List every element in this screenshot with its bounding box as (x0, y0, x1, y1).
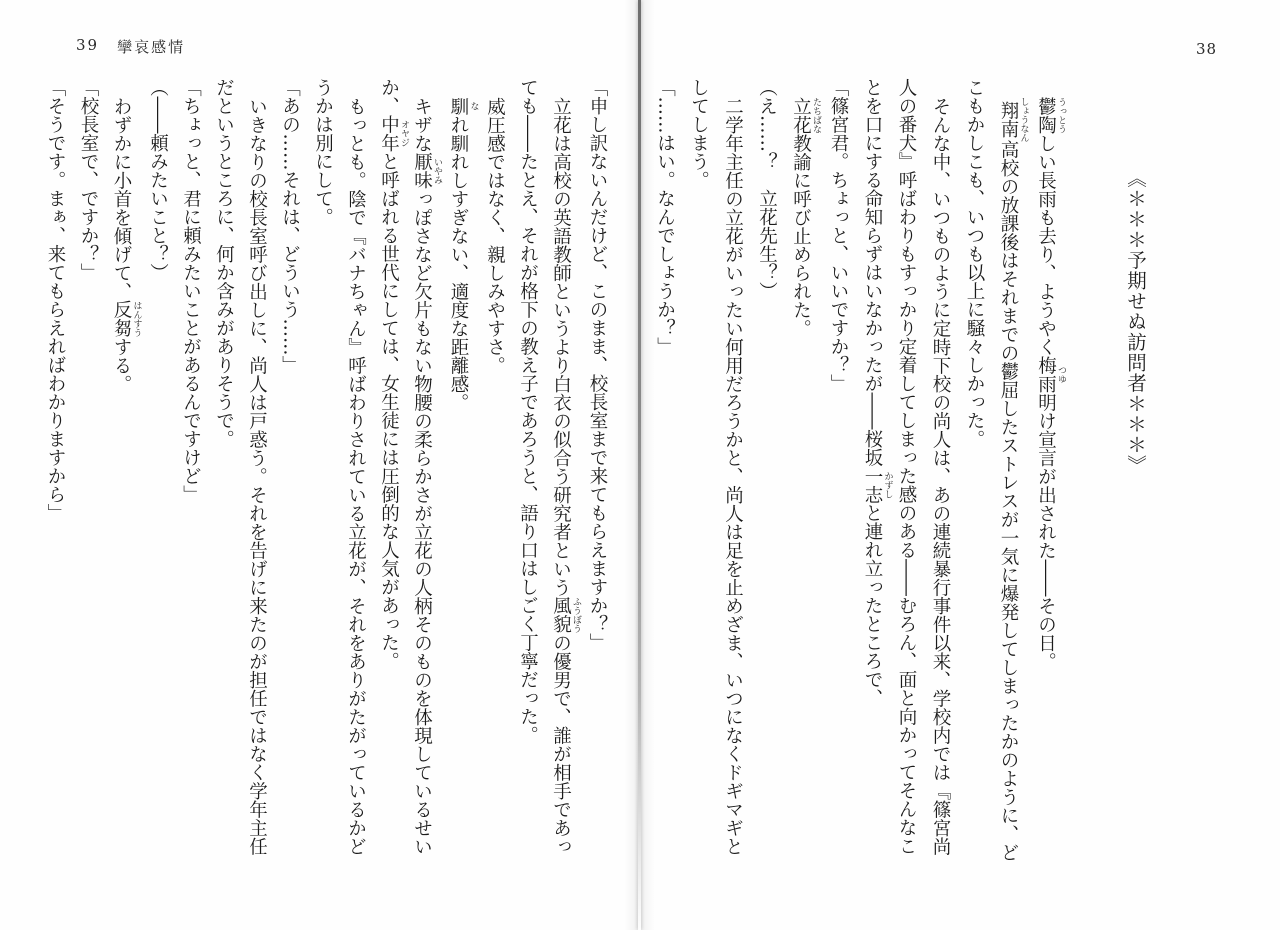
text-line: 「……はい。なんでしょうか？」 (654, 78, 676, 356)
text-line: 鬱陶 うっとうしい長雨も去り、ようやく梅雨 つゆ明け宣言が出された――その日。 (1035, 96, 1066, 670)
text-line: わずかに小首を傾げて、反芻 はんすうする。 (111, 96, 142, 393)
page-39-text-block (45, 78, 614, 862)
page-number-left: 39 (76, 36, 100, 54)
text-line: （――頼みたいこと？） (147, 78, 169, 282)
page-number-right: 38 (1196, 40, 1218, 58)
running-title: 攣哀感情 (117, 38, 186, 56)
text-line: 威圧感ではなく、親しみやすさ。 (484, 96, 506, 374)
page-38-running-head (1196, 40, 1217, 58)
text-line: 「篠宮君。ちょっと、いいですか？」 (828, 78, 849, 393)
text-line: 馴 なれ馴れしすぎない、適度な距離感。 (448, 96, 479, 411)
page-38-text-block (654, 78, 1152, 862)
text-line: 立花 たちばな教諭に呼び止められた。 (790, 96, 821, 337)
page-39-running-head (76, 36, 185, 57)
text-line: いきなりの校長室呼び出しに、尚人は戸惑う。それを告げに来たのが担任ではなく学年主任だというところに、何か含みがありそうで。 (213, 78, 268, 855)
text-line: 立花は高校の英語教師というより白衣の似合う研究者という風貌 ふうぼうの優男で、誰が相手であっても――たとえ、それが格下の教え子であろうと、語り口はしごく丁寧だった。 (517, 78, 581, 855)
text-line: 「あの……それは、どういう……」 (279, 78, 301, 374)
page-gutter-shadow (638, 0, 641, 930)
text-line: もっとも。陰で『バナちゃん』呼ばわりされている立花が、それをありがたがっているかどうかは別にして。 (312, 78, 367, 855)
text-line: 「校長室で、ですか？」 (78, 78, 99, 282)
text-line: 翔南 しょうなん高校の放課後はそれまでの鬱屈したストレスが一気に爆発してしまったかのように、どこもかしこも、いつも以上に騒々しかった。 (964, 78, 1029, 861)
text-line: 「申し訳ないんだけど、このまま、校長室まで来てもらえますか？」 (587, 78, 608, 652)
section-heading: 《＊＊＊予期せぬ訪問者＊＊＊》 (1124, 167, 1147, 476)
text-line: （え……？ 立花先生？） (756, 78, 778, 300)
text-line: 「ちょっと、君に頼みたいことがあるんですけど」 (180, 78, 202, 504)
text-line: 「そうです。まぁ、来てもらえればわかりますから」 (45, 78, 66, 522)
text-line: キザな厭味 いやみっぽさなど欠片もない物腰の柔らかさが立花の人柄そのものを体現しているせいか、中年 オヤジと呼ばれる世代にしては、女生徒には圧倒的な人気があった。 (378, 78, 442, 855)
text-line: そんな中、いつものように定時下校の尚人は、あの連続暴行事件以来、学校内では『篠宮尚人の番犬』呼ばわりもすっかり定着してしまった感のある――むろん、面と向かってそんなことを口にする命知らずはいなかったが――桜坂一志 かずしと連れ立ったところで、 (862, 78, 951, 855)
text-line: 二学年主任の立花がいったい何用だろうかと、尚人は足を止めざま、いつになくドギマギとしてしまう。 (688, 78, 744, 855)
